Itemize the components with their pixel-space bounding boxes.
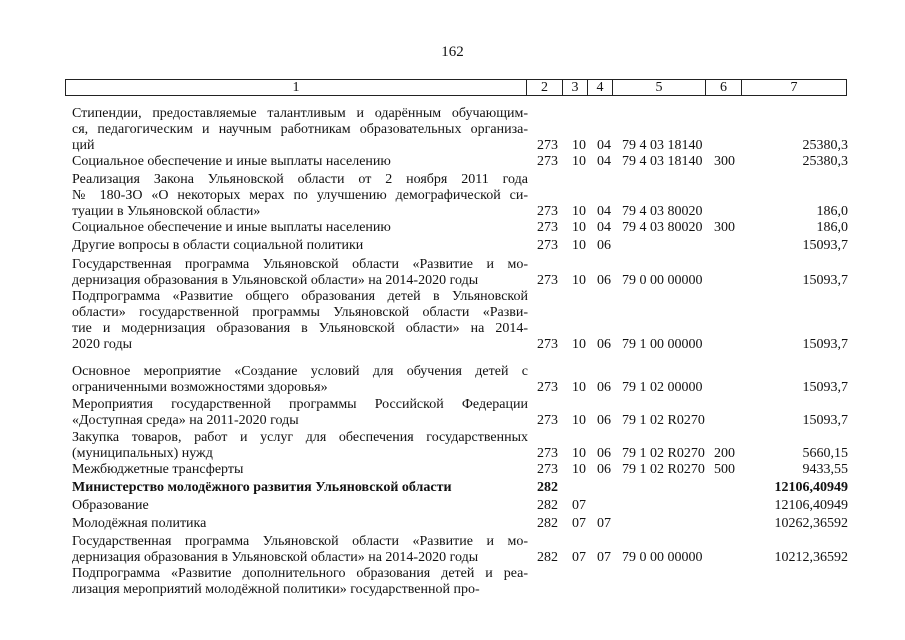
column-header-3: 3	[562, 80, 587, 95]
row-description-line: дернизация образования в Ульяновской области» на 2014-2020 годы	[72, 550, 479, 565]
amount: 9433,55	[802, 462, 848, 477]
code-section: 07	[572, 550, 586, 565]
code-subsection: 07	[597, 550, 611, 565]
row-description	[72, 106, 528, 154]
code-subsection: 06	[597, 337, 611, 352]
amount: 15093,7	[802, 238, 848, 253]
row-description-line: № 180-ЗО «О некоторых мерах по улучшению демографической си-	[72, 188, 528, 203]
code-target: 79 1 02 00000	[622, 380, 703, 395]
column-header-6: 6	[705, 80, 741, 95]
page-number: 162	[441, 44, 464, 60]
code-admin: 282	[537, 498, 558, 513]
row-description-line: Подпрограмма «Развитие общего образования детей в Ульяновской	[72, 289, 528, 304]
row-description-line: Стипендии, предоставляемые талантливым и одарённым обучающим-	[72, 106, 528, 121]
row-description-line: «Доступная среда» на 2011-2020 годы	[72, 413, 299, 428]
row-description	[72, 220, 528, 236]
code-target: 79 4 03 80020	[622, 204, 703, 219]
code-target: 79 0 00 00000	[622, 273, 703, 288]
code-target: 79 1 02 R0270	[622, 462, 705, 477]
code-section: 10	[572, 220, 586, 235]
amount: 15093,7	[802, 413, 848, 428]
row-description-line: дернизация образования в Ульяновской области» на 2014-2020 годы	[72, 273, 479, 288]
row-description-line: Образование	[72, 498, 149, 513]
code-section: 10	[572, 154, 586, 169]
row-description	[72, 364, 528, 396]
amount: 5660,15	[802, 446, 848, 461]
code-admin: 273	[537, 238, 558, 253]
row-description-line: Министерство молодёжного развития Ульяновской области	[72, 480, 452, 495]
row-description-line: Социальное обеспечение и иные выплаты населению	[72, 154, 391, 169]
code-section: 10	[572, 273, 586, 288]
row-description-line: тие и модернизация образования в Ульяновской области» на 2014-	[72, 321, 528, 336]
row-description	[72, 397, 528, 429]
code-subsection: 06	[597, 380, 611, 395]
column-header-2: 2	[526, 80, 562, 95]
row-description-line: Другие вопросы в области социальной политики	[72, 238, 364, 253]
amount: 25380,3	[802, 138, 848, 153]
row-description	[72, 154, 528, 170]
code-admin: 273	[537, 446, 558, 461]
row-description	[72, 534, 528, 566]
amount: 10212,36592	[774, 550, 848, 565]
row-description-line: ций	[72, 138, 95, 153]
code-subsection: 06	[597, 273, 611, 288]
row-description-line: Межбюджетные трансферты	[72, 462, 244, 477]
code-expense-type: 500	[714, 462, 735, 477]
code-admin: 282	[537, 550, 558, 565]
row-description	[72, 172, 528, 220]
code-target: 79 1 02 R0270	[622, 446, 705, 461]
code-admin: 273	[537, 204, 558, 219]
code-section: 07	[572, 516, 586, 531]
code-subsection: 04	[597, 220, 611, 235]
code-target: 79 4 03 18140	[622, 138, 703, 153]
row-description-line: лизация мероприятий молодёжной политики» государственной про-	[72, 582, 480, 597]
row-description-line: Закупка товаров, работ и услуг для обеспечения государственных	[72, 430, 528, 445]
code-subsection: 07	[597, 516, 611, 531]
code-admin: 273	[537, 220, 558, 235]
row-description-line: ограниченными возможностями здоровья»	[72, 380, 328, 395]
row-description	[72, 498, 528, 514]
code-admin: 273	[537, 413, 558, 428]
column-header-5: 5	[612, 80, 705, 95]
code-admin: 273	[537, 154, 558, 169]
code-section: 10	[572, 204, 586, 219]
code-admin: 273	[537, 273, 558, 288]
code-subsection: 04	[597, 154, 611, 169]
code-admin: 273	[537, 462, 558, 477]
amount: 186,0	[816, 220, 848, 235]
code-expense-type: 200	[714, 446, 735, 461]
code-expense-type: 300	[714, 220, 735, 235]
code-subsection: 06	[597, 462, 611, 477]
code-expense-type: 300	[714, 154, 735, 169]
code-subsection: 06	[597, 238, 611, 253]
code-subsection: 06	[597, 446, 611, 461]
code-target: 79 0 00 00000	[622, 550, 703, 565]
row-description	[72, 480, 528, 496]
code-admin: 273	[537, 380, 558, 395]
row-description	[72, 289, 528, 353]
code-section: 10	[572, 337, 586, 352]
code-target: 79 4 03 18140	[622, 154, 703, 169]
code-target: 79 4 03 80020	[622, 220, 703, 235]
row-description	[72, 430, 528, 462]
row-description-line: ся, педагогическим и научным работникам образовательных организа-	[72, 122, 528, 137]
code-admin: 273	[537, 337, 558, 352]
column-header-4: 4	[587, 80, 612, 95]
row-description	[72, 257, 528, 289]
row-description	[72, 462, 528, 478]
code-section: 10	[572, 446, 586, 461]
row-description-line: Мероприятия государственной программы Российской Федерации	[72, 397, 528, 412]
row-description-line: Социальное обеспечение и иные выплаты населению	[72, 220, 391, 235]
code-section: 10	[572, 238, 586, 253]
code-subsection: 06	[597, 413, 611, 428]
row-description-line: Молодёжная политика	[72, 516, 207, 531]
amount: 25380,3	[802, 154, 848, 169]
amount: 10262,36592	[774, 516, 848, 531]
row-description-line: Реализация Закона Ульяновской области от 2 ноября 2011 года	[72, 172, 528, 187]
column-header-7: 7	[741, 80, 846, 95]
code-section: 10	[572, 380, 586, 395]
row-description-line: Подпрограмма «Развитие дополнительного образования детей и реа-	[72, 566, 528, 581]
row-description-line: Основное мероприятие «Создание условий для обучения детей с	[72, 364, 528, 379]
amount: 12106,40949	[774, 498, 848, 513]
row-description	[72, 516, 528, 532]
column-header-1: 1	[292, 80, 300, 95]
row-description-line: (муниципальных) нужд	[72, 446, 213, 461]
row-description-line: области» государственной программы Ульяновской области «Разви-	[72, 305, 528, 320]
code-admin: 282	[537, 480, 558, 495]
code-section: 10	[572, 138, 586, 153]
row-description-line: туации в Ульяновской области»	[72, 204, 261, 219]
amount: 15093,7	[802, 273, 848, 288]
code-admin: 282	[537, 516, 558, 531]
code-subsection: 04	[597, 204, 611, 219]
amount: 15093,7	[802, 380, 848, 395]
code-subsection: 04	[597, 138, 611, 153]
code-target: 79 1 02 R0270	[622, 413, 705, 428]
code-section: 07	[572, 498, 586, 513]
code-section: 10	[572, 462, 586, 477]
row-description-line: Государственная программа Ульяновской области «Развитие и мо-	[72, 257, 528, 272]
row-description	[72, 238, 528, 254]
amount: 186,0	[816, 204, 848, 219]
code-admin: 273	[537, 138, 558, 153]
row-description-line: Государственная программа Ульяновской области «Развитие и мо-	[72, 534, 528, 549]
row-description-line: 2020 годы	[72, 337, 133, 352]
code-section: 10	[572, 413, 586, 428]
row-description	[72, 566, 528, 598]
amount: 15093,7	[802, 337, 848, 352]
table-header	[65, 79, 847, 96]
amount: 12106,40949	[774, 480, 848, 495]
code-target: 79 1 00 00000	[622, 337, 703, 352]
